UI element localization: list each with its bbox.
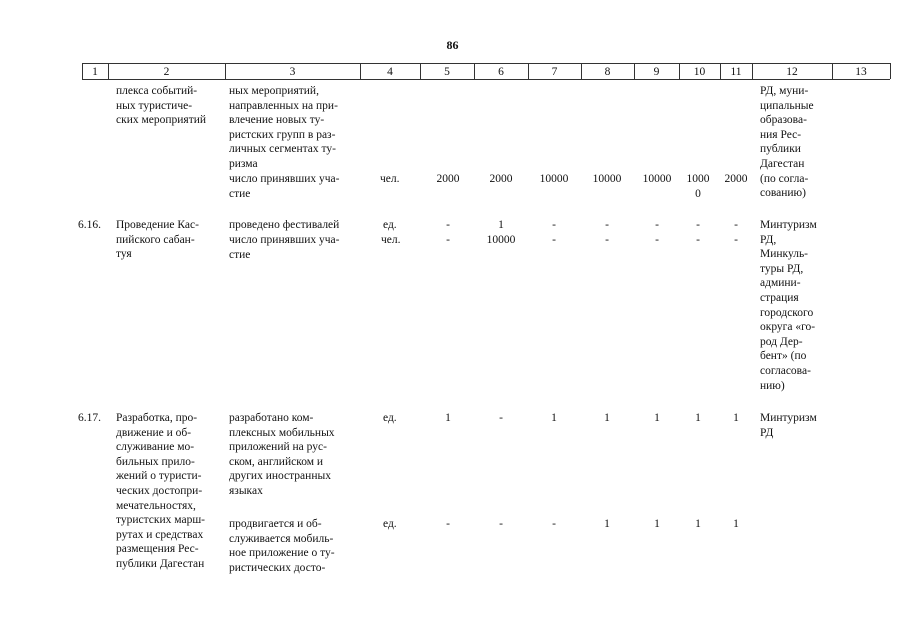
value-616-b-8: -	[605, 234, 609, 246]
cont-responsible: РД, муни- ципальные образова- ния Рес- публики Дагестан (по согла- сованию)	[760, 85, 814, 200]
header-col-10: 10	[693, 66, 706, 78]
cont-event-text: плекса событий- ных туристиче- ских мероприятий	[116, 85, 207, 127]
cont-value-9: 10000	[642, 173, 672, 185]
value-616-b-9: -	[655, 234, 659, 246]
header-col-8: 8	[604, 66, 611, 78]
header-col-5: 5	[444, 66, 450, 78]
value-616-a-11: -	[734, 219, 738, 231]
value-617-a-11: 1	[733, 412, 739, 424]
value-616-a-10: -	[696, 219, 700, 231]
header-col-13: 13	[855, 66, 867, 78]
page-number: 86	[446, 38, 459, 52]
value-616-b-6: 10000	[486, 234, 516, 246]
cont-value-5: 2000	[436, 173, 460, 185]
value-617-a-5: 1	[445, 412, 451, 424]
value-616-a-6: 1	[498, 219, 504, 231]
value-617-b-5: -	[446, 518, 450, 530]
cont-indicator-text: ных мероприятий, направленных на при- влечение новых ту- ристских групп в раз- личных сегментах ту- ризма	[229, 85, 338, 170]
value-616-a-5: -	[446, 219, 450, 231]
header-col-11: 11	[730, 66, 742, 78]
cont-value-7: 10000	[539, 173, 569, 185]
value-617-b-6: -	[499, 518, 503, 530]
indicator-617-a: разработано ком- плексных мобильных приложений на рус- ском, английском и других иностранных языках	[229, 412, 335, 497]
header-col-6: 6	[498, 66, 504, 78]
indicator-616-a: проведено фестивалей	[229, 219, 340, 231]
event-616: Проведение Кас- пийского сабан- туя	[116, 219, 199, 261]
value-617-b-9: 1	[654, 518, 660, 530]
event-617: Разработка, про- движение и об- служивание мо- бильных прило- жений о туристи- ческих достопри- мечательностях, туристских марш- рутах и средствах размещения Рес- публики Дагестан	[116, 412, 206, 570]
value-617-a-6: -	[499, 412, 503, 424]
cont-value-8: 10000	[592, 173, 622, 185]
indicator-616-b: число принявших уча- стие	[229, 234, 340, 261]
cont-indicator2-text: число принявших уча- стие	[229, 173, 340, 200]
responsible-617: Минтуризм РД	[760, 412, 817, 439]
cont-value-6: 2000	[489, 173, 513, 185]
row-number-617: 6.17.	[78, 412, 101, 424]
value-617-a-8: 1	[604, 412, 610, 424]
header-col-4: 4	[387, 66, 393, 78]
unit-616-a: ед.	[383, 219, 397, 231]
value-617-a-10: 1	[695, 412, 701, 424]
unit-617-a: ед.	[383, 412, 397, 424]
value-616-a-9: -	[655, 219, 659, 231]
value-616-b-7: -	[552, 234, 556, 246]
value-616-a-8: -	[605, 219, 609, 231]
value-616-a-7: -	[552, 219, 556, 231]
cont-value-10: 1000 0	[686, 173, 710, 200]
value-617-a-9: 1	[654, 412, 660, 424]
header-col-2: 2	[163, 66, 170, 78]
row-number-616: 6.16.	[78, 219, 101, 231]
value-617-b-8: 1	[604, 518, 610, 530]
value-617-a-7: 1	[551, 412, 557, 424]
cont-unit: чел.	[380, 173, 400, 185]
header-col-3: 3	[289, 66, 296, 78]
value-617-b-11: 1	[733, 518, 739, 530]
responsible-616: Минтуризм РД, Минкуль- туры РД, админи- страция городского округа «го- род Дер- бент» (по согласова- нию)	[760, 219, 817, 392]
header-col-1: 1	[92, 66, 98, 78]
unit-616-b: чел.	[381, 234, 401, 246]
value-616-b-10: -	[696, 234, 700, 246]
header-col-7: 7	[551, 66, 558, 78]
header-col-9: 9	[653, 66, 660, 78]
value-616-b-11: -	[734, 234, 738, 246]
cont-value-11: 2000	[724, 173, 748, 185]
value-617-b-7: -	[552, 518, 556, 530]
value-617-b-10: 1	[695, 518, 701, 530]
indicator-617-b: продвигается и об- служивается мобиль- ное приложение о ту- ристических досто-	[229, 518, 335, 574]
header-col-12: 12	[786, 66, 798, 78]
unit-617-b: ед.	[383, 518, 397, 530]
value-616-b-5: -	[446, 234, 450, 246]
